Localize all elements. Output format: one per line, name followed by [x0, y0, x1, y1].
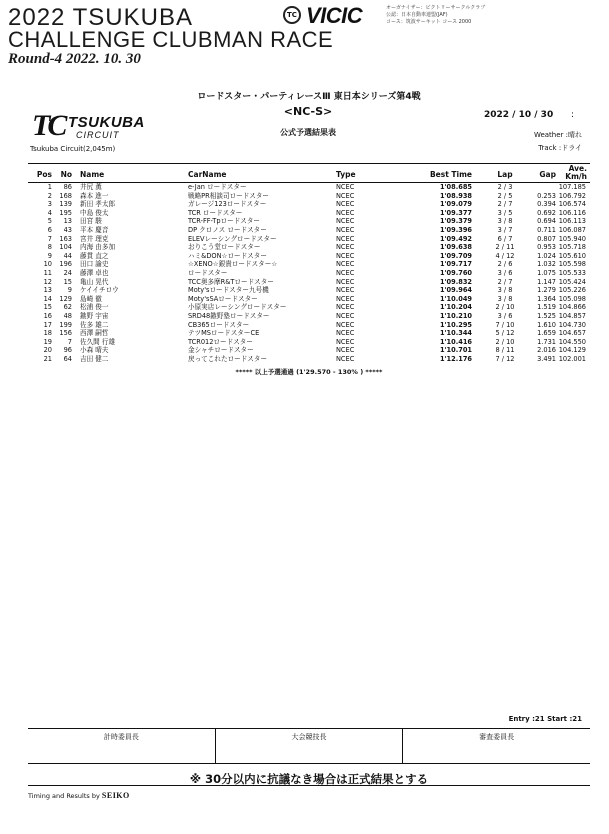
row-average-speed: 102.001: [558, 354, 586, 363]
row-position: 7: [47, 234, 52, 243]
row-car-number: 9: [67, 286, 72, 295]
row-best-time: 1'09.832: [439, 277, 472, 286]
row-lap: 3 / 7: [497, 225, 513, 234]
row-best-time: 1'09.717: [439, 260, 472, 269]
row-position: 6: [47, 225, 52, 234]
header-speed: [565, 165, 587, 181]
row-type: NCEC: [336, 191, 355, 200]
row-car-name: ロードスター: [188, 268, 228, 277]
row-lap: 4 / 12: [495, 251, 515, 260]
row-gap: 1.147: [537, 277, 556, 286]
row-lap: 2 / 5: [497, 191, 513, 200]
row-average-speed: 104.857: [558, 311, 586, 320]
table-row: [28, 286, 590, 295]
row-car-number: 104: [59, 243, 72, 252]
row-car-number: 44: [63, 251, 72, 260]
row-lap: 2 / 6: [497, 260, 513, 269]
row-driver-name: 亀山 晃代: [80, 277, 109, 286]
row-position: 3: [47, 200, 52, 209]
signature-label: 審査委員長: [479, 733, 515, 741]
document-title: 公式予選結果表: [280, 128, 336, 137]
table-row: [28, 278, 590, 287]
row-driver-name: 井尻 薫: [80, 183, 102, 191]
header-car: CarName: [188, 170, 227, 179]
table-row: [28, 235, 590, 244]
row-position: 9: [47, 251, 52, 260]
row-driver-name: 島崎 徹: [80, 294, 102, 303]
track-info: Track :ドライ: [538, 144, 582, 152]
row-type: NCEC: [336, 225, 355, 234]
row-car-name: ハミ&DON☆ロードスター: [188, 251, 267, 260]
tsukuba-seal-icon: TC: [283, 6, 301, 24]
row-position: 4: [47, 208, 52, 217]
row-car-number: 15: [63, 277, 72, 286]
footer-divider: [28, 785, 590, 786]
row-gap: 0.953: [537, 243, 556, 252]
row-average-speed: 107.185: [558, 183, 586, 191]
row-average-speed: 105.610: [558, 251, 586, 260]
row-driver-name: 松浦 俊一: [80, 303, 109, 312]
row-car-name: 戻ってこれたロードスター: [188, 354, 268, 363]
weather-info: Weather :晴れ: [533, 131, 582, 139]
tsukuba-circuit-logo: [32, 109, 162, 143]
row-position: 12: [43, 277, 52, 286]
row-position: 5: [47, 217, 52, 226]
table-row: [28, 346, 590, 355]
row-driver-name: 森本 進一: [80, 191, 109, 200]
row-gap: 3.491: [537, 354, 556, 363]
row-type: NCEC: [336, 277, 355, 286]
row-best-time: 1'09.079: [439, 200, 472, 209]
row-car-number: 196: [59, 260, 72, 269]
organizer-line: コース：筑波サーキット コース 2000: [386, 19, 472, 25]
event-header: [0, 0, 609, 78]
row-gap: 1.610: [537, 320, 556, 329]
row-average-speed: 105.598: [558, 260, 586, 269]
row-car-name: DP クロノス ロードスター: [188, 225, 267, 234]
table-row: [28, 303, 590, 312]
row-lap: 7 / 12: [495, 354, 515, 363]
row-car-number: 168: [59, 191, 72, 200]
row-driver-name: 吉田 健二: [80, 354, 109, 363]
row-driver-name: 平本 慶音: [80, 225, 109, 234]
event-title-line2: CHALLENGE CLUBMAN RACE: [8, 27, 334, 52]
date-suffix: :: [571, 110, 575, 120]
row-driver-name: 新田 孝太郎: [80, 200, 116, 209]
row-car-name: 金シャチロードスター: [188, 346, 254, 355]
row-driver-name: 佐多 雄二: [80, 320, 109, 329]
signature-box: [28, 728, 590, 764]
row-gap: 2.016: [537, 346, 556, 355]
round-date: Round-4 2022. 10. 30: [8, 51, 141, 67]
row-position: 19: [43, 337, 52, 346]
row-gap: 1.731: [537, 337, 556, 346]
row-position: 18: [43, 329, 52, 338]
row-car-number: 64: [63, 354, 72, 363]
row-average-speed: 105.424: [558, 277, 586, 286]
row-lap: 3 / 5: [497, 208, 513, 217]
row-average-speed: 106.113: [558, 217, 586, 226]
row-best-time: 1'10.295: [439, 320, 472, 329]
row-average-speed: 104.730: [558, 320, 586, 329]
row-driver-name: 西澤 嗣哲: [80, 329, 109, 338]
row-car-name: Moty'sSAロードスター: [188, 294, 258, 303]
row-best-time: 1'10.416: [439, 337, 472, 346]
series-title: ロードスター・パーティレースⅢ 東日本シリーズ第4戦: [197, 92, 421, 102]
row-car-name: TCR ロードスター: [188, 208, 243, 217]
row-gap: 1.519: [537, 303, 556, 312]
row-type: NCEC: [336, 329, 355, 338]
row-best-time: 1'09.396: [439, 225, 472, 234]
row-gap: 1.032: [537, 260, 556, 269]
row-driver-name: 田宮 駿: [80, 217, 102, 226]
row-average-speed: 104.866: [558, 303, 586, 312]
event-title-line1: 2022 TSUKUBA: [8, 4, 193, 31]
row-best-time: 1'12.176: [439, 354, 472, 363]
row-lap: 2 / 11: [495, 243, 515, 252]
row-gap: 1.364: [537, 294, 556, 303]
row-lap: 3 / 8: [497, 294, 513, 303]
row-driver-name: 藤貫 直之: [80, 251, 109, 260]
row-gap: 1.659: [537, 329, 556, 338]
row-driver-name: 中島 俊太: [80, 208, 109, 217]
row-lap: 2 / 10: [495, 303, 515, 312]
signature-cell-timing: [28, 729, 216, 763]
header-no: No: [60, 170, 72, 179]
row-car-number: 96: [63, 346, 72, 355]
row-average-speed: 105.533: [558, 268, 586, 277]
results-table: [28, 163, 590, 376]
class-title: <NC-S>: [283, 105, 333, 118]
row-car-number: 48: [63, 311, 72, 320]
row-car-name: TCC奥多摩R&Tロードスター: [188, 277, 274, 286]
header-type: Type: [336, 170, 356, 179]
row-driver-name: 田口 諭史: [80, 260, 109, 269]
row-type: NCEC: [336, 251, 355, 260]
row-lap: 8 / 11: [495, 346, 515, 355]
protest-note: ※ 30分以内に抗議なき場合は正式結果とする: [189, 772, 429, 786]
row-gap: 0.253: [537, 191, 556, 200]
header-best-time: Best Time: [429, 170, 472, 179]
row-car-name: CB365ロードスター: [188, 320, 250, 329]
row-car-number: 199: [59, 320, 72, 329]
row-car-name: TCR-FF-Tpロードスター: [188, 217, 261, 226]
row-car-name: 戦略PR相談司ロードスター: [188, 191, 270, 200]
row-average-speed: 104.129: [558, 346, 586, 355]
row-type: NCEC: [336, 200, 355, 209]
row-car-name: ELEVレーシングロードスター: [188, 234, 277, 243]
row-best-time: 1'09.377: [439, 208, 472, 217]
row-car-number: 195: [59, 208, 72, 217]
row-car-number: 7: [67, 337, 72, 346]
row-driver-name: 内海 由多加: [80, 243, 116, 252]
row-type: NCEC: [336, 320, 355, 329]
row-car-number: 62: [63, 303, 72, 312]
row-average-speed: 105.226: [558, 286, 586, 295]
header-lap: Lap: [497, 170, 513, 179]
row-gap: 0.694: [537, 217, 556, 226]
row-gap: 1.024: [537, 251, 556, 260]
table-row: [28, 329, 590, 338]
row-type: NCEC: [336, 208, 355, 217]
row-car-name: SRD48鏃野塾ロードスター: [188, 311, 270, 320]
header-name: Name: [80, 170, 105, 179]
header-pos: Pos: [36, 170, 52, 179]
row-car-name: おりこう堂ロードスター: [188, 243, 261, 252]
row-average-speed: 106.792: [558, 191, 586, 200]
vicic-logo: VICIC: [306, 3, 363, 28]
row-position: 13: [43, 286, 52, 295]
results-date: 2022 / 10 / 30: [484, 110, 554, 120]
row-best-time: 1'10.210: [439, 311, 472, 320]
row-driver-name: 鏃野 宇宙: [80, 311, 109, 320]
row-car-number: 129: [59, 294, 72, 303]
row-position: 10: [43, 260, 52, 269]
row-best-time: 1'09.964: [439, 286, 472, 295]
seiko-logo: SEIKO: [101, 791, 130, 800]
row-driver-name: 藤澤 卓也: [80, 268, 109, 277]
table-header: [28, 163, 590, 183]
row-lap: 2 / 7: [497, 277, 513, 286]
table-row: [28, 338, 590, 347]
row-driver-name: 宮井 理克: [80, 234, 109, 243]
row-average-speed: 105.940: [558, 234, 586, 243]
row-type: NCEC: [336, 268, 355, 277]
row-type: NCEC: [336, 303, 355, 312]
row-best-time: 1'10.204: [439, 303, 472, 312]
table-row: [28, 321, 590, 330]
timing-credit: [28, 791, 130, 800]
row-position: 2: [47, 191, 52, 200]
row-car-number: 24: [63, 268, 72, 277]
table-row: [28, 183, 590, 192]
row-gap: 1.075: [537, 268, 556, 277]
table-row: [28, 295, 590, 304]
row-best-time: 1'09.760: [439, 268, 472, 277]
organizer-line: オーガナイザー：ビクトリーサークルクラブ: [386, 5, 486, 11]
row-gap: 0.692: [537, 208, 556, 217]
row-average-speed: 104.550: [558, 337, 586, 346]
row-position: 1: [47, 183, 52, 191]
entry-start-count: Entry :21 Start :21: [508, 715, 582, 723]
header-speed-top: Ave.: [568, 164, 587, 173]
row-car-name: ガレージ123ロードスター: [188, 200, 267, 209]
row-position: 21: [43, 354, 52, 363]
table-row: [28, 217, 590, 226]
row-car-name: ☆XENO☆銀貴ロードスター☆: [188, 260, 278, 269]
row-gap: 0.807: [537, 234, 556, 243]
row-best-time: 1'10.049: [439, 294, 472, 303]
signature-label: 大会競技長: [291, 733, 327, 741]
signature-cell-director: [216, 729, 404, 763]
row-car-name: TCR012ロードスター: [188, 337, 253, 346]
row-type: NCEC: [336, 311, 355, 320]
header-speed-bottom: Km/h: [565, 172, 587, 181]
organizer-line: 公認：日本自動車連盟(JAF): [386, 12, 448, 18]
row-gap: 0.711: [537, 225, 556, 234]
row-lap: 3 / 8: [497, 286, 513, 295]
row-type: NCEC: [336, 294, 355, 303]
row-driver-name: 小森 晴夫: [80, 346, 109, 355]
row-position: 15: [43, 303, 52, 312]
row-gap: 1.279: [537, 286, 556, 295]
logo-name: TSUKUBA: [68, 114, 145, 131]
row-gap: 1.525: [537, 311, 556, 320]
row-type: NCEC: [336, 337, 355, 346]
row-car-number: 13: [63, 217, 72, 226]
row-type: NCEC: [336, 217, 355, 226]
table-body: [28, 183, 590, 363]
table-row: [28, 200, 590, 209]
row-best-time: 1'10.701: [439, 346, 472, 355]
row-position: 8: [47, 243, 52, 252]
row-average-speed: 106.087: [558, 225, 586, 234]
row-position: 11: [43, 268, 52, 277]
row-car-number: 156: [59, 329, 72, 338]
row-average-speed: 105.718: [558, 243, 586, 252]
row-lap: 3 / 6: [497, 268, 513, 277]
timing-prefix: Timing and Results by: [28, 792, 102, 800]
row-lap: 2 / 10: [495, 337, 515, 346]
row-car-number: 139: [59, 200, 72, 209]
table-row: [28, 252, 590, 261]
row-lap: 3 / 6: [497, 311, 513, 320]
qualifying-cutoff-note: ***** 以上予選通過 (1'29.570 - 130% ) *****: [235, 368, 383, 377]
signature-cell-steward: [403, 729, 590, 763]
row-type: NCEC: [336, 234, 355, 243]
table-row: [28, 226, 590, 235]
table-row: [28, 209, 590, 218]
row-type: NCEC: [336, 243, 355, 252]
table-row: [28, 260, 590, 269]
row-car-number: 43: [63, 225, 72, 234]
row-best-time: 1'09.492: [439, 234, 472, 243]
row-average-speed: 106.116: [558, 208, 586, 217]
row-best-time: 1'08.938: [439, 191, 472, 200]
row-average-speed: 105.098: [558, 294, 586, 303]
row-type: NCEC: [336, 183, 355, 191]
row-driver-name: ケイイチロウ: [80, 286, 119, 295]
row-best-time: 1'09.379: [439, 217, 472, 226]
logo-mark: TC: [32, 109, 65, 142]
row-car-name: 小原実店レーシングロードスター: [188, 303, 287, 312]
row-average-speed: 106.574: [558, 200, 586, 209]
row-position: 14: [43, 294, 52, 303]
row-best-time: 1'09.709: [439, 251, 472, 260]
row-best-time: 1'08.685: [439, 183, 472, 191]
table-row: [28, 312, 590, 321]
signature-label: 計時委員長: [103, 733, 139, 741]
row-type: NCEC: [336, 354, 355, 363]
row-type: NCEC: [336, 346, 355, 355]
row-lap: 3 / 8: [497, 217, 513, 226]
row-lap: 6 / 7: [497, 234, 513, 243]
row-type: NCEC: [336, 260, 355, 269]
row-lap: 2 / 3: [497, 183, 513, 191]
circuit-length: Tsukuba Circuit(2,045m): [30, 145, 116, 153]
row-average-speed: 104.657: [558, 329, 586, 338]
row-position: 16: [43, 311, 52, 320]
organizer-info: [386, 5, 485, 26]
row-best-time: 1'10.344: [439, 329, 472, 338]
table-row: [28, 355, 590, 364]
row-car-name: テツMSロードスターCE: [188, 329, 260, 338]
table-row: [28, 243, 590, 252]
table-row: [28, 269, 590, 278]
table-row: [28, 192, 590, 201]
row-type: NCEC: [336, 286, 355, 295]
row-car-number: 163: [59, 234, 72, 243]
row-position: 17: [43, 320, 52, 329]
row-lap: 2 / 7: [497, 200, 513, 209]
logo-sub: CIRCUIT: [76, 130, 120, 140]
row-driver-name: 佐久間 行雄: [80, 337, 116, 346]
row-car-name: e-Jan ロードスター: [188, 183, 247, 191]
row-lap: 7 / 10: [495, 320, 515, 329]
row-gap: 0.394: [537, 200, 556, 209]
row-car-name: Moty'sロードスター九号機: [188, 286, 269, 295]
row-position: 20: [43, 346, 52, 355]
header-gap: Gap: [539, 170, 556, 179]
row-lap: 5 / 12: [495, 329, 515, 338]
row-best-time: 1'09.638: [439, 243, 472, 252]
row-car-number: 86: [63, 183, 72, 191]
